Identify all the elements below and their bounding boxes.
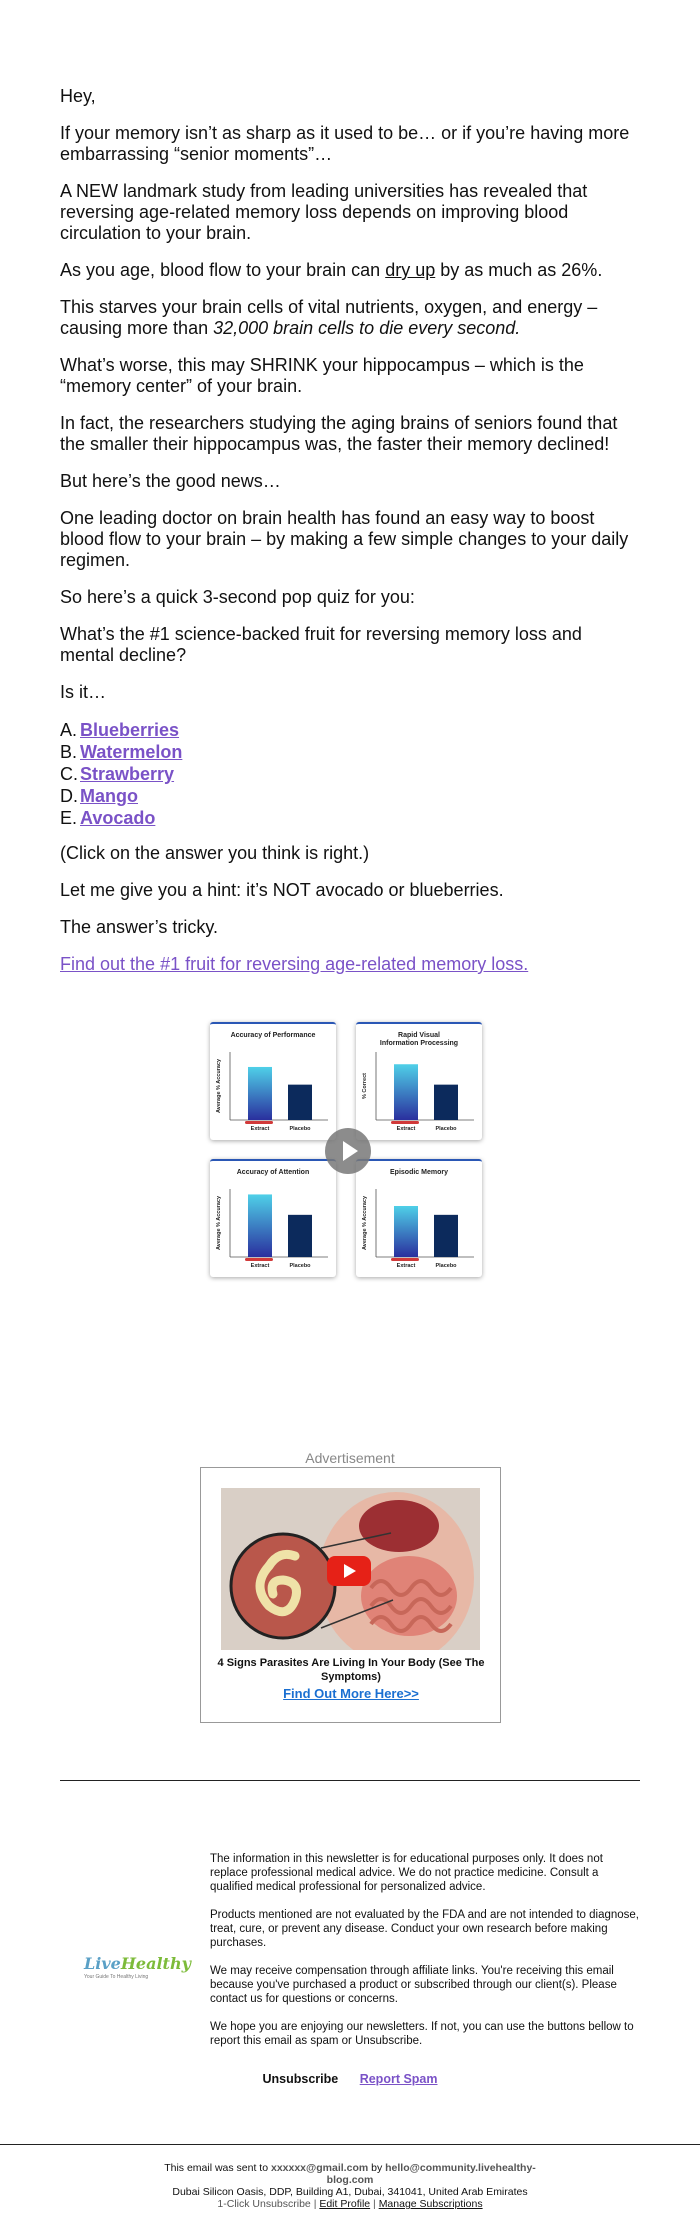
sender-email[interactable]: hello@community.livehealthy-blog.com [326, 2162, 536, 2186]
address-line: Dubai Silicon Oasis, DDP, Building A1, Dubai, 341041, United Arab Emirates [172, 2186, 528, 2198]
chart-card-1 [210, 1022, 336, 1140]
answer-letter: A. [60, 720, 78, 740]
answer-item [60, 719, 640, 741]
paragraph-brain-cells [60, 297, 640, 339]
bar-placebo [434, 1215, 458, 1257]
paragraph-research: In fact, the researchers studying the aging brains of seniors found that the smaller their hippocampus was, the faster their memory declined! [60, 413, 618, 454]
paragraph-study: A NEW landmark study from leading universities has revealed that reversing age-related memory loss depends on improving blood circulation to your brain. [60, 181, 588, 243]
separator: | [370, 2198, 379, 2210]
manage-subscriptions-link[interactable]: Manage Subscriptions [378, 2198, 483, 2210]
answer-blueberries-link[interactable]: Blueberries [80, 720, 180, 740]
paragraph-memory: If your memory isn’t as sharp as it used to be… or if you’re having more embarrassing “senior moments”… [60, 123, 630, 164]
text-segment: As you age, blood flow to your brain can [60, 260, 386, 280]
chart-title-line: Rapid Visual [398, 1032, 440, 1039]
logo-word-live: Live [84, 1954, 121, 1973]
disclaimer-educational: The information in this newsletter is for educational purposes only. It does not replace professional medical advice. We do not practice medicine. Consult a qualified medical professional for personalized advice. [210, 1853, 603, 1893]
text-segment: This starves your brain cells of vital nutrients, oxygen, and energy – causing more than [60, 297, 598, 338]
category-label: Placebo [289, 1263, 311, 1269]
extract-highlight [245, 1121, 273, 1124]
divider [60, 1780, 640, 1781]
paragraph-hippocampus: What’s worse, this may SHRINK your hippocampus – which is the “memory center” of your brain. [60, 355, 584, 396]
chart-card-2 [356, 1022, 482, 1140]
paragraph-doctor: One leading doctor on brain health has found an easy way to boost blood flow to your brain – by making a few simple changes to your daily regimen. [60, 508, 629, 570]
greeting: Hey, [60, 86, 96, 106]
emphasis-text: 32,000 brain cells to die every second. [213, 318, 521, 338]
y-axis-label: Average % Accuracy [362, 1195, 368, 1251]
paragraph-hint: Let me give you a hint: it’s NOT avocado or blueberries. [60, 880, 504, 900]
disclaimer-affiliate: We may receive compensation through affiliate links. You're receiving this email because you've purchased a product or subscribed through our client(s). Please contact us for questions or concerns. [210, 1965, 617, 2005]
ad-image[interactable] [221, 1488, 480, 1650]
youtube-play-icon[interactable] [327, 1556, 371, 1586]
ad-title[interactable]: 4 Signs Parasites Are Living In Your Body (See The Symptoms) [217, 1657, 485, 1683]
paragraph-quiz-intro: So here’s a quick 3-second pop quiz for you: [60, 587, 415, 607]
separator: | [310, 2198, 320, 2210]
category-label: Extract [250, 1126, 270, 1132]
play-button[interactable] [325, 1128, 371, 1174]
answer-letter: E. [60, 808, 78, 828]
answer-item [60, 763, 640, 785]
bar-extract [248, 1067, 272, 1120]
bar-extract [394, 1064, 418, 1120]
category-label: Extract [250, 1263, 270, 1269]
chart-svg [356, 1024, 482, 1142]
chart-title-line: Episodic Memory [390, 1169, 448, 1176]
disclaimer-fda: Products mentioned are not evaluated by the FDA and are not intended to diagnose, treat, cure, or prevent any disease. Conduct your own research before making purchases. [210, 1909, 639, 1949]
paragraph-good-news: But here’s the good news… [60, 471, 281, 491]
chart-title-line: Information Processing [379, 1040, 459, 1047]
answer-letter: B. [60, 742, 78, 762]
answer-watermelon-link[interactable]: Watermelon [80, 742, 183, 762]
category-label: Placebo [435, 1126, 457, 1132]
extract-highlight [391, 1258, 419, 1261]
answer-item [60, 785, 640, 807]
answer-item [60, 741, 640, 763]
advertisement-label: Advertisement [305, 1450, 395, 1466]
answer-mango-link[interactable]: Mango [80, 786, 138, 806]
category-label: Placebo [435, 1263, 457, 1269]
dry-up-link[interactable]: dry up [385, 260, 436, 280]
advertisement-box[interactable] [200, 1467, 501, 1723]
logo-tagline: Your Guide To Healthy Living [84, 1974, 149, 1980]
extract-highlight [245, 1258, 273, 1261]
y-axis-label: Average % Accuracy [216, 1195, 222, 1251]
answer-strawberry-link[interactable]: Strawberry [80, 764, 175, 784]
footer-links [150, 2198, 550, 2210]
footer-divider [0, 2144, 700, 2145]
paragraph-click-hint: (Click on the answer you think is right.) [60, 843, 370, 863]
bar-placebo [288, 1085, 312, 1120]
bar-extract [394, 1206, 418, 1257]
paragraph-is-it: Is it… [60, 682, 107, 702]
answer-list [60, 719, 640, 829]
ad-cta-link[interactable]: Find Out More Here>> [283, 1686, 419, 1701]
y-axis-label: % Correct [362, 1073, 368, 1099]
play-icon [343, 1141, 358, 1161]
chart-svg [210, 1024, 336, 1142]
main-cta-link[interactable]: Find out the #1 fruit for reversing age-related memory loss. [60, 954, 529, 974]
category-label: Placebo [289, 1126, 311, 1132]
report-spam-button[interactable]: Report Spam [359, 2072, 438, 2086]
extract-highlight [391, 1121, 419, 1124]
answer-letter: D. [60, 786, 78, 806]
chart-title-line: Accuracy of Attention [236, 1169, 310, 1176]
y-axis-label: Average % Accuracy [216, 1058, 222, 1114]
chart-card-4 [356, 1159, 482, 1277]
text-segment: by [368, 2162, 386, 2174]
text-segment: by as much as 26%. [435, 260, 603, 280]
disclaimer-unsubscribe: We hope you are enjoying our newsletters. If not, you can use the buttons bellow to report this email as spam or Unsubscribe. [210, 2021, 634, 2047]
chart-svg [210, 1161, 336, 1279]
play-triangle-icon [344, 1564, 356, 1578]
paragraph-question: What’s the #1 science-backed fruit for reversing memory loss and mental decline? [60, 624, 582, 665]
bar-placebo [288, 1215, 312, 1257]
sent-info [150, 2162, 550, 2210]
video-thumbnail[interactable] [210, 1022, 486, 1280]
unsubscribe-button[interactable]: Unsubscribe [262, 2072, 339, 2086]
logo-wordmark [84, 1954, 191, 1973]
disclaimer [210, 1852, 642, 2062]
email-body [60, 86, 640, 975]
bar-extract [248, 1194, 272, 1257]
text-segment: This email was sent to [164, 2162, 271, 2174]
chart-svg [356, 1161, 482, 1279]
recipient-email: xxxxxx@gmail.com [270, 2162, 369, 2174]
one-click-unsubscribe-link[interactable]: 1-Click Unsubscribe [217, 2198, 311, 2210]
category-label: Extract [396, 1126, 416, 1132]
answer-avocado-link[interactable]: Avocado [80, 808, 156, 828]
chart-card-3 [210, 1159, 336, 1277]
category-label: Extract [396, 1263, 416, 1269]
chart-title-line: Accuracy of Performance [230, 1032, 316, 1039]
logo-word-healthy: Healthy [120, 1954, 191, 1973]
sent-to-line [150, 2162, 550, 2186]
bar-placebo [434, 1085, 458, 1120]
answer-letter: C. [60, 764, 78, 784]
paragraph-blood-flow [60, 260, 640, 281]
answer-item [60, 807, 640, 829]
footer-actions [0, 2072, 700, 2086]
edit-profile-link[interactable]: Edit Profile [319, 2198, 371, 2210]
livehealthy-logo [84, 1954, 191, 1988]
paragraph-tricky: The answer’s tricky. [60, 917, 219, 937]
